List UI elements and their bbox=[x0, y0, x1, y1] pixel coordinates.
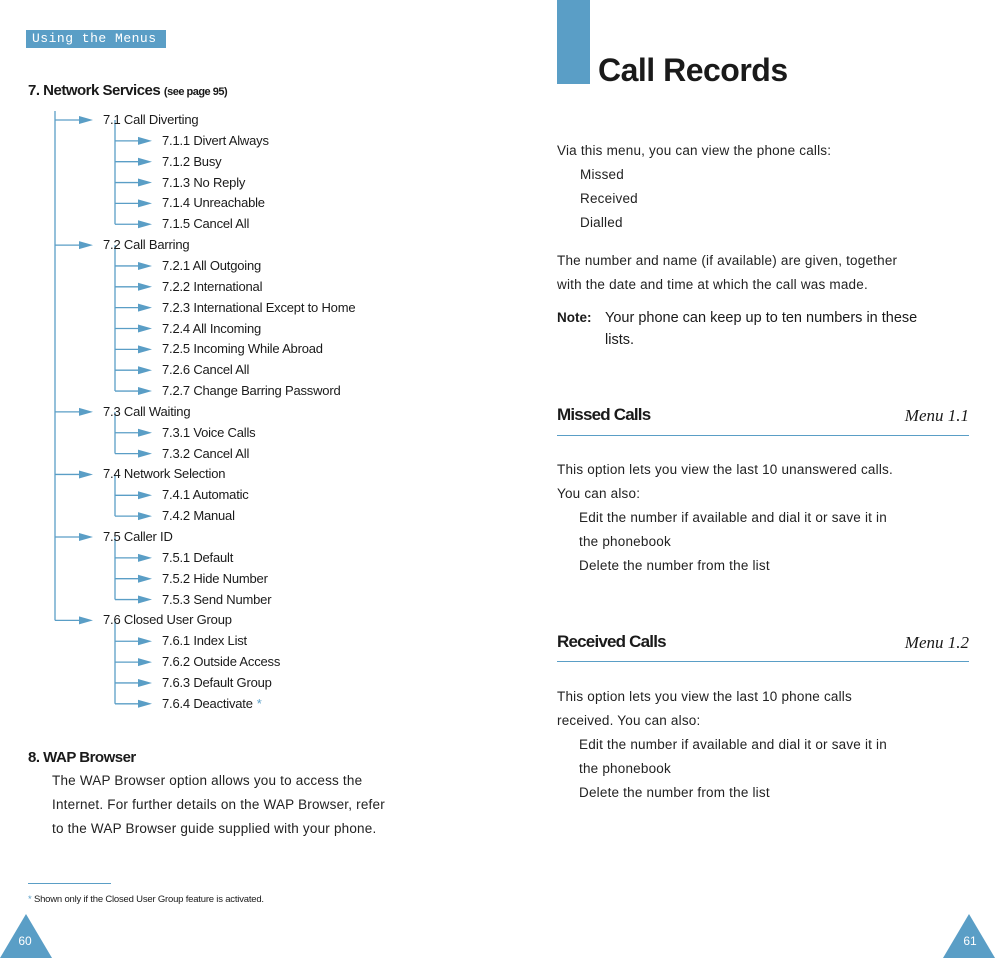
level2-arrow bbox=[115, 387, 152, 395]
menu-item-level2: 7.3.1 Voice Calls bbox=[162, 424, 256, 440]
level2-arrow bbox=[115, 262, 152, 270]
received-bullet: Edit the number if available and dial it or save it in bbox=[579, 737, 887, 752]
wap-line: Internet. For further details on the WAP Browser, refer bbox=[52, 797, 385, 812]
level2-arrow bbox=[115, 199, 152, 207]
menu-item-level2: 7.2.7 Change Barring Password bbox=[162, 383, 341, 399]
menu-item-level1: 7.5 Caller ID bbox=[103, 529, 173, 544]
footnote bbox=[28, 894, 264, 905]
level1-arrow bbox=[55, 470, 93, 478]
menu-item-level2: 7.6.4 Deactivate * bbox=[162, 695, 262, 711]
menu-item-level1: 7.3 Call Waiting bbox=[103, 403, 191, 419]
section-tab: Using the Menus bbox=[26, 30, 166, 48]
level1-arrow bbox=[55, 116, 93, 124]
received-bullet: the phonebook bbox=[579, 761, 671, 776]
footnote-mark: * bbox=[256, 695, 262, 711]
menu-item-level2: 7.2.6 Cancel All bbox=[162, 362, 250, 378]
level2-arrow bbox=[115, 554, 152, 562]
missed-menu-ref: Menu 1.1 bbox=[904, 406, 969, 425]
para-line: The number and name (if available) are given, together bbox=[557, 253, 898, 268]
wap-browser-heading: 8. WAP Browser bbox=[28, 749, 136, 766]
menu-item-level1: 7.4 Network Selection bbox=[103, 466, 226, 482]
footnote-rule bbox=[28, 883, 111, 884]
level2-arrow bbox=[115, 658, 152, 666]
level1-arrow bbox=[55, 408, 93, 416]
level2-arrow bbox=[115, 450, 152, 458]
missed-line: You can also: bbox=[557, 486, 641, 501]
wap-line: The WAP Browser option allows you to access the bbox=[52, 773, 363, 788]
note-line: lists. bbox=[605, 332, 634, 348]
level2-arrow bbox=[115, 679, 152, 687]
section-rule bbox=[557, 435, 969, 436]
level2-arrow bbox=[115, 220, 152, 228]
page-reference: (see page 95) bbox=[163, 86, 228, 98]
call-type-item: Missed bbox=[580, 167, 624, 182]
menu-item-level2: 7.5.3 Send Number bbox=[162, 591, 272, 607]
level2-arrow bbox=[115, 158, 152, 166]
note-label: Note: bbox=[557, 310, 592, 325]
level2-arrow bbox=[115, 304, 152, 312]
menu-item-level2: 7.2.1 All Outgoing bbox=[162, 257, 262, 273]
menu-item-level2: 7.2.5 Incoming While Abroad bbox=[162, 341, 323, 357]
level1-arrow bbox=[55, 533, 93, 541]
level2-arrow bbox=[115, 429, 152, 437]
intro-text: Via this menu, you can view the phone calls: bbox=[557, 143, 832, 158]
level1-arrow bbox=[55, 616, 93, 624]
missed-bullet: Edit the number if available and dial it or save it in bbox=[579, 510, 887, 525]
missed-bullet: the phonebook bbox=[579, 534, 671, 549]
note-text bbox=[605, 307, 917, 351]
menu-item-level2: 7.1.2 Busy bbox=[162, 153, 222, 169]
para-line: with the date and time at which the call was made. bbox=[557, 277, 868, 292]
received-line: received. You can also: bbox=[557, 713, 701, 728]
missed-line: This option lets you view the last 10 unanswered calls. bbox=[557, 462, 893, 477]
menu-item-level1: 7.1 Call Diverting bbox=[103, 112, 199, 127]
level2-arrow bbox=[115, 700, 152, 708]
level1-arrow bbox=[55, 241, 93, 249]
footnote-mark: * bbox=[28, 894, 32, 905]
received-menu-ref: Menu 1.2 bbox=[904, 633, 969, 652]
menu-item-level2: 7.1.1 Divert Always bbox=[162, 132, 269, 148]
note-line: Your phone can keep up to ten numbers in these bbox=[605, 310, 918, 326]
network-services-title: 7. Network Services bbox=[28, 82, 161, 99]
call-type-item: Dialled bbox=[580, 215, 623, 230]
level2-arrow bbox=[115, 366, 152, 374]
level2-arrow bbox=[115, 283, 152, 291]
level2-arrow bbox=[115, 137, 152, 145]
menu-item-level2: 7.6.1 Index List bbox=[162, 633, 247, 649]
page-number-left: 60 bbox=[18, 934, 32, 948]
menu-item-level2: 7.4.2 Manual bbox=[162, 508, 235, 524]
title-accent-block bbox=[557, 0, 590, 84]
section-rule bbox=[557, 661, 969, 662]
received-bullet: Delete the number from the list bbox=[579, 785, 770, 800]
page-number-right: 61 bbox=[963, 934, 977, 948]
menu-item-level1: 7.6 Closed User Group bbox=[103, 612, 232, 628]
level2-arrow bbox=[115, 345, 152, 353]
missed-calls-heading: Missed Calls bbox=[557, 405, 651, 424]
menu-item-level2: 7.2.2 International bbox=[162, 278, 263, 294]
menu-item-level2: 7.4.1 Automatic bbox=[162, 487, 249, 503]
menu-item-level2: 7.6.2 Outside Access bbox=[162, 654, 281, 670]
menu-item-level2: 7.1.5 Cancel All bbox=[162, 216, 250, 232]
menu-item-level2: 7.5.2 Hide Number bbox=[162, 570, 268, 586]
menu-item-level2: 7.5.1 Default bbox=[162, 549, 234, 565]
missed-bullet: Delete the number from the list bbox=[579, 558, 770, 573]
level2-arrow bbox=[115, 179, 152, 187]
call-type-item: Received bbox=[580, 191, 638, 206]
level2-arrow bbox=[115, 491, 152, 499]
menu-tree bbox=[0, 0, 500, 720]
menu-item-level2: 7.1.3 No Reply bbox=[162, 174, 246, 190]
level2-arrow bbox=[115, 325, 152, 333]
menu-item-level2: 7.1.4 Unreachable bbox=[162, 195, 265, 211]
footnote-text: Shown only if the Closed User Group feature is activated. bbox=[33, 894, 264, 905]
menu-item-level2: 7.6.3 Default Group bbox=[162, 674, 272, 690]
tree-connectors bbox=[0, 0, 500, 720]
level2-arrow bbox=[115, 512, 152, 520]
menu-item-level2: 7.2.4 All Incoming bbox=[162, 320, 262, 336]
level2-arrow bbox=[115, 596, 152, 604]
menu-item-level1: 7.2 Call Barring bbox=[103, 237, 190, 253]
level2-arrow bbox=[115, 637, 152, 645]
menu-item-level2: 7.2.3 International Except to Home bbox=[162, 299, 356, 315]
page-title: Call Records bbox=[598, 52, 788, 88]
wap-line: to the WAP Browser guide supplied with your phone. bbox=[52, 821, 377, 836]
received-line: This option lets you view the last 10 phone calls bbox=[557, 689, 852, 704]
received-calls-heading: Received Calls bbox=[557, 632, 666, 651]
menu-item-level2: 7.3.2 Cancel All bbox=[162, 445, 250, 461]
level2-arrow bbox=[115, 575, 152, 583]
